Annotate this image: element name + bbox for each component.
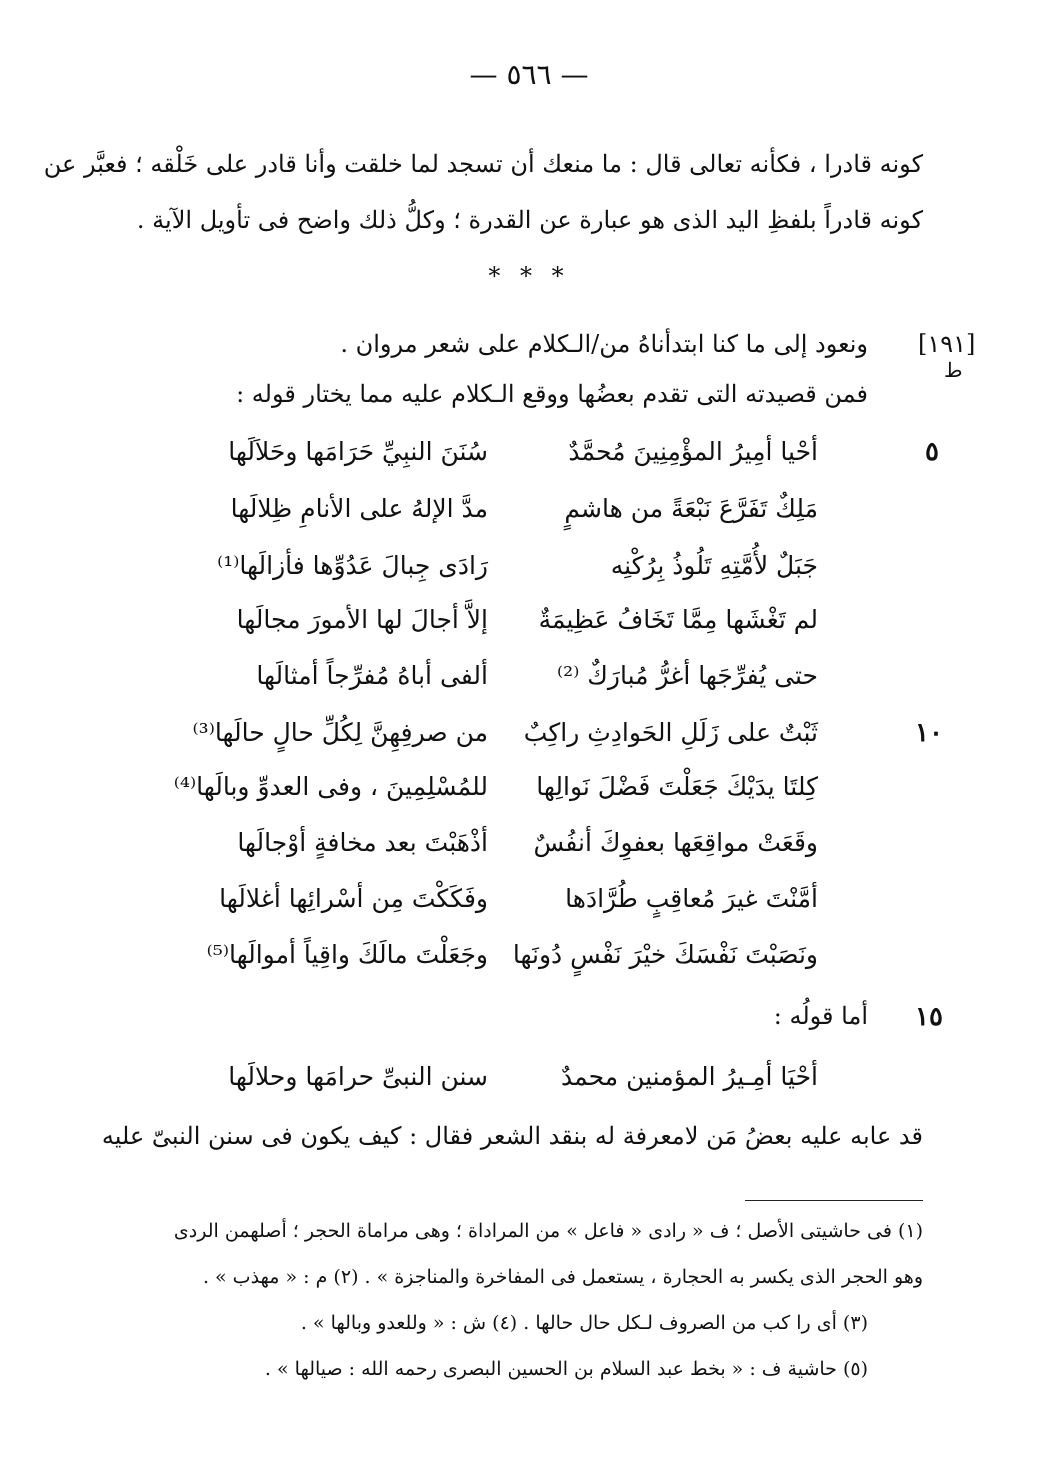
verse-second-hemistich: ألفى أباهُ مُفرِّجاً أمثالَها bbox=[256, 661, 488, 690]
line-number: ٥ bbox=[925, 437, 939, 467]
verse-first-hemistich: أحْيا أمِيرُ المؤْمِنِينَ مُحمَّدٌ bbox=[568, 437, 818, 466]
footnote-line: وهو الحجر الذى يكسر به الحجارة ، يستعمل فى المفاخرة والمناجزة » . (٢) م : « مهذب » . bbox=[202, 1266, 923, 1288]
verse-row bbox=[206, 940, 818, 984]
verse-first-hemistich: وقَعَتْ مواقِعَها بعفوِكَ أنفُسٌ bbox=[533, 828, 818, 857]
verse-second-hemistich: وفَكَكْتَ مِن أسْرائِها أغلالَها bbox=[219, 884, 488, 913]
footnote-line: (٥) حاشية ف : « بخط عبد السلام بن الحسين البصرى رحمه الله : صيالها » . bbox=[264, 1358, 868, 1380]
verse-first-hemistich: أحْيَا أمِـيرُ المؤمنين محمدٌ bbox=[561, 1062, 818, 1091]
verse-first-hemistich: لم تَغْشَها مِمَّا تَخَافُ عَظِيمَةٌ bbox=[538, 605, 818, 634]
verse-first-hemistich: ونَصَبْتَ نَفْسَكَ خيْرَ نَفْسٍ دُونَها bbox=[512, 940, 818, 969]
verse-row bbox=[238, 828, 818, 872]
verse-row bbox=[238, 605, 818, 649]
verse-first-hemistich: حتى يُفرِّجَها أغرُّ مُبارَكٌ ⁽²⁾ bbox=[557, 661, 818, 690]
verse-row bbox=[230, 494, 818, 538]
section-intro-line: ونعود إلى ما كنا ابتدأناهُ من/الـكلام على شعر مروان . bbox=[340, 330, 868, 358]
verse-row bbox=[238, 661, 818, 705]
verse-row bbox=[173, 772, 818, 816]
verse-row bbox=[228, 437, 818, 481]
verse-row bbox=[192, 718, 818, 762]
verse-second-hemistich: إلاَّ أجالَ لها الأمورَ مجالَها bbox=[236, 605, 488, 634]
verse-second-hemistich: أذْهَبْتَ بعد مخافةٍ أوْجالَها bbox=[237, 828, 488, 857]
section-separator: * * * bbox=[488, 262, 570, 290]
verse-second-hemistich: للمُسْلِمِينَ ، وفى العدوِّ وبالَها⁽⁴⁾ bbox=[173, 772, 488, 801]
verse-first-hemistich: ثَبْتٌ على زَلَلِ الحَوادِثِ راكِبٌ bbox=[523, 718, 818, 747]
prose-line: قد عابه عليه بعضُ مَن لامعرفة له بنقد الشعر فقال : كيف يكون فى سنن النبىّ عليه bbox=[101, 1122, 923, 1150]
verse-second-hemistich: من صرفِهِنَّ لِكُلِّ حالٍ حالَها⁽³⁾ bbox=[192, 718, 488, 747]
quote-intro: أما قولُه : bbox=[773, 1002, 868, 1030]
section-marker-sub: ط bbox=[944, 358, 963, 382]
quote-verse bbox=[228, 1062, 818, 1106]
line-number: ١٠ bbox=[915, 718, 943, 748]
line-number: ١٥ bbox=[915, 1002, 943, 1032]
verse-second-hemistich: وجَعَلْتَ مالَكَ واقِياً أموالَها⁽⁵⁾ bbox=[206, 940, 488, 969]
verse-second-hemistich: سُنَنَ النبِيِّ حَرَامَها وحَلاَلَها bbox=[228, 437, 488, 466]
verse-first-hemistich: جَبَلٌ لأُمَّتِهِ تَلُوذُ بِرُكْنِه bbox=[610, 551, 818, 580]
footnote-line: (٣) أى را كب من الصروف لـكل حال حالها . (٤) ش : « وللعدو وبالها » . bbox=[300, 1312, 868, 1334]
verse-row bbox=[219, 884, 818, 928]
prose-line: كونه قادراً بلفظِ اليد الذى هو عبارة عن القدرة ؛ وكلُّ ذلك واضح فى تأويل الآية . bbox=[136, 206, 923, 234]
section-marker: [١٩١] bbox=[918, 330, 976, 358]
section-intro-line: فمن قصيدته التى تقدم بعضُها ووقع الـكلام عليه مما يختار قوله : bbox=[236, 380, 868, 408]
footnote-rule bbox=[745, 1200, 923, 1201]
page-number: — ٥٦٦ — bbox=[469, 58, 589, 91]
verse-first-hemistich: كِلتَا يدَيْكَ جَعَلْتَ فَضْلَ نَوالِها bbox=[536, 772, 818, 801]
verse-second-hemistich: رَادَى جِبالَ عَدُوِّها فأزالَها⁽¹⁾ bbox=[217, 551, 488, 580]
verse-first-hemistich: أمَّنْتَ غيرَ مُعاقِبٍ طُرَّادَها bbox=[565, 884, 818, 913]
footnote-line: (١) فى حاشيتى الأصل ؛ ف « رادى « فاعل » من المراداة ؛ وهى مراماة الحجر ؛ أصلهمن الردى bbox=[173, 1220, 923, 1242]
verse-first-hemistich: مَلِكٌ تَفَرَّعَ نَبْعَةً من هاشمٍ bbox=[564, 494, 818, 523]
verse-second-hemistich: مدَّ الإلهُ على الأنامِ ظِلالَها bbox=[230, 494, 488, 523]
verse-row bbox=[217, 551, 818, 595]
verse-second-hemistich: سنن النبىِّ حرامَها وحلالَها bbox=[228, 1062, 488, 1091]
prose-line: كونه قادرا ، فكأنه تعالى قال : ما منعك أن تسجد لما خلقت وأنا قادر على خَلْقه ؛ فعبَّر عن bbox=[43, 150, 923, 178]
